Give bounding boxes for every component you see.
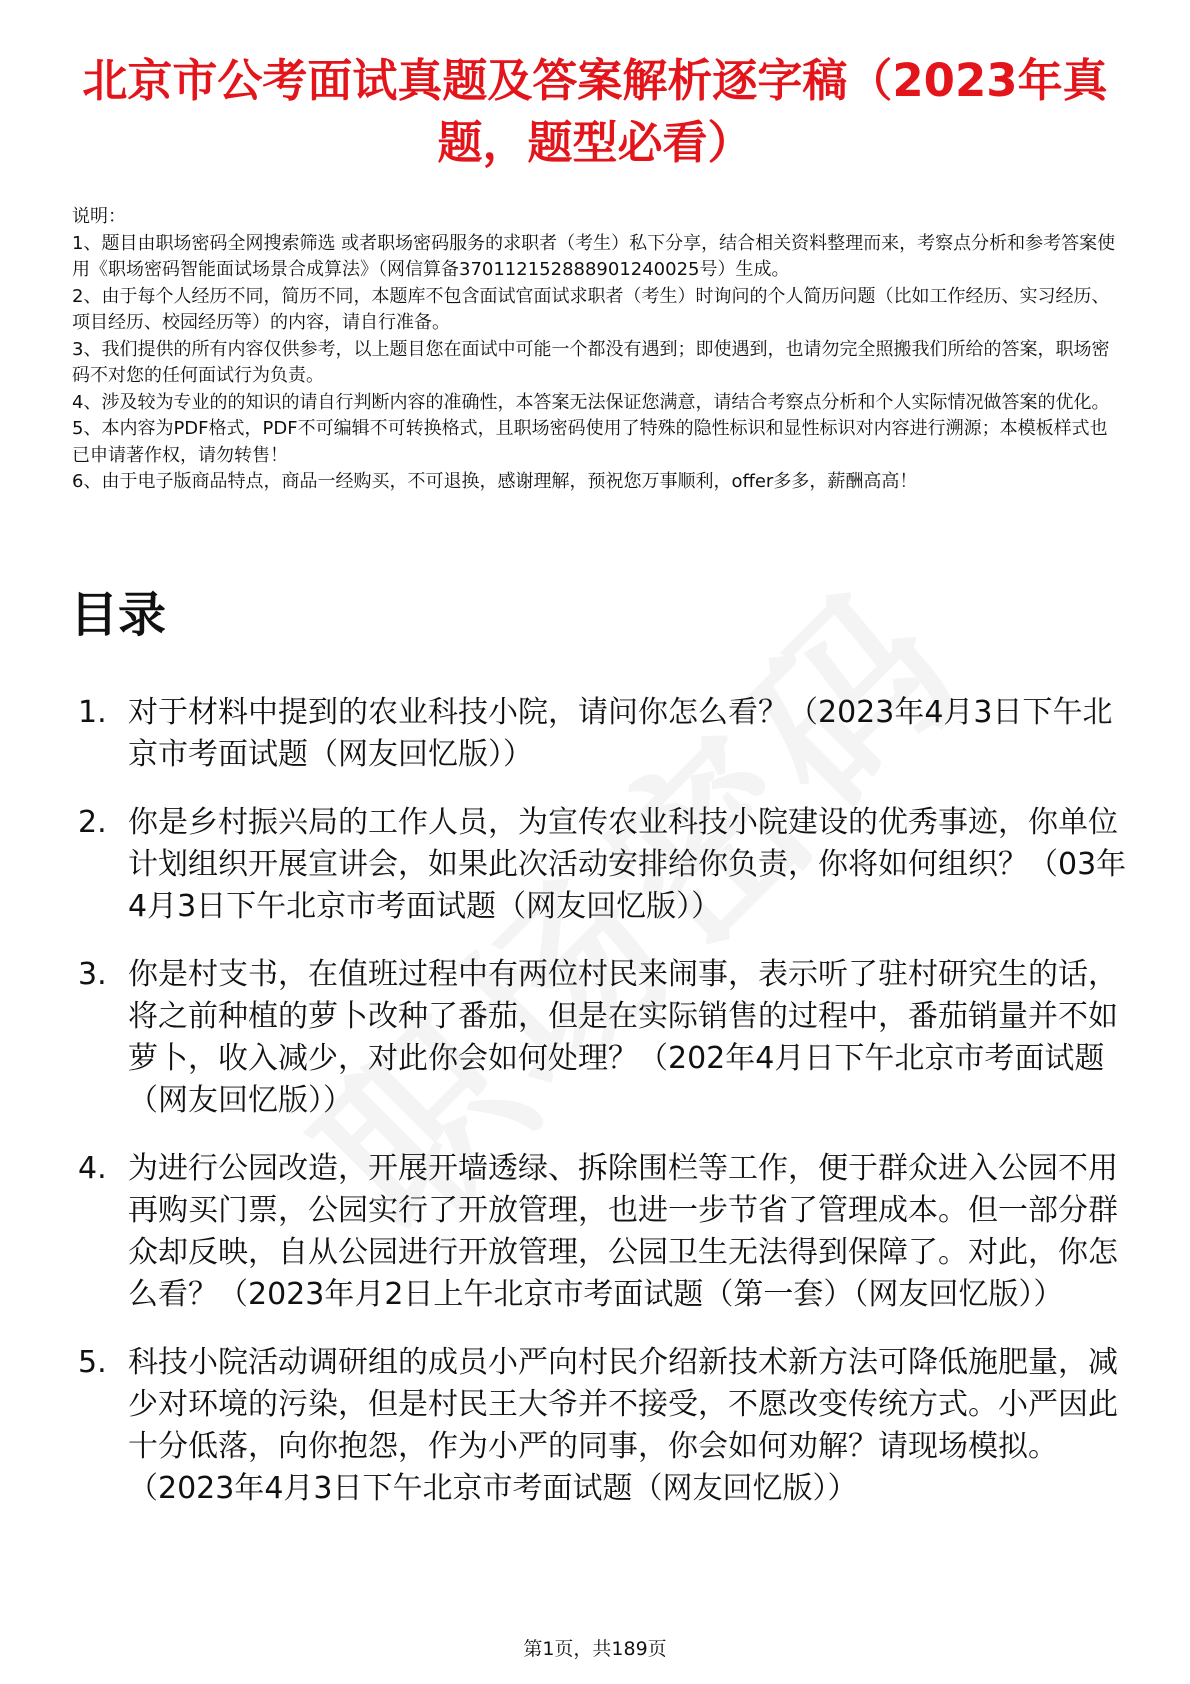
toc-list [78,692,1138,1536]
document-title: 北京市公考面试真题及答案解析逐字稿（2023年真题，题型必看） [82,54,1108,169]
toc-item-number: 4. [78,1151,107,1186]
toc-item-text[interactable]: 你是村支书，在值班过程中有两位村民来闹事，表示听了驻村研究生的话，将之前种植的萝卜改种了番茄，但是在实际销售的过程中，番茄销量并不如萝卜，收入减少，对此你会如何处理？（202年4月日下午北京市考面试题（网友回忆版）） [128,957,1118,1118]
toc-item-number: 2. [78,805,107,840]
toc-item[interactable] [78,802,1138,928]
toc-item-number: 3. [78,957,107,992]
note-item: 4、涉及较为专业的的知识的请自行判断内容的准确性，本答案无法保证您满意，请结合考察点分析和个人实际情况做答案的优化。 [72,391,1110,413]
toc-item[interactable] [78,1342,1138,1510]
toc-item-text[interactable]: 对于材料中提到的农业科技小院，请问你怎么看？（2023年4月3日下午北京市考面试题（网友回忆版）） [128,695,1113,772]
toc-item-text[interactable]: 科技小院活动调研组的成员小严向村民介绍新技术新方法可降低施肥量，减少对环境的污染，但是村民王大爷并不接受，不愿改变传统方式。小严因此十分低落，向你抱怨，作为小严的同事，你会如何劝解？请现场模拟。（2023年4月3日下午北京市考面试题（网友回忆版）） [128,1345,1118,1506]
toc-item[interactable] [78,954,1138,1122]
note-item: 1、题目由职场密码全网搜索筛选 或者职场密码服务的求职者（考生）私下分享，结合相关资料整理而来，考察点分析和参考答案使用《职场密码智能面试场景合成算法》（网信算备370112152888901240025号）生成。 [72,232,1116,280]
toc-item[interactable] [78,1148,1138,1316]
toc-heading: 目录 [70,587,167,643]
page-number: 第1页，共189页 [523,1638,667,1660]
toc-item[interactable] [78,692,1138,776]
note-item: 5、本内容为PDF格式，PDF不可编辑不可转换格式，且职场密码使用了特殊的隐性标识和显性标识对内容进行溯源；本模板样式也已申请著作权，请勿转售！ [72,418,1108,466]
note-item: 2、由于每个人经历不同，简历不同，本题库不包含面试官面试求职者（考生）时询问的个人简历问题（比如工作经历、实习经历、项目经历、校园经历等）的内容，请自行准备。 [72,285,1110,333]
note-item: 6、由于电子版商品特点，商品一经购买，不可退换，感谢理解，预祝您万事顺利，offer多多，薪酬高高！ [72,471,918,492]
toc-item-text[interactable]: 你是乡村振兴局的工作人员，为宣传农业科技小院建设的优秀事迹，你单位计划组织开展宣讲会，如果此次活动安排给你负责，你将如何组织？（03年4月3日下午北京市考面试题（网友回忆版）） [128,805,1127,924]
toc-item-number: 1. [78,695,107,730]
note-item: 3、我们提供的所有内容仅供参考，以上题目您在面试中可能一个都没有遇到；即使遇到，也请勿完全照搬我们所给的答案，职场密码不对您的任何面试行为负责。 [72,338,1110,386]
notes-heading: 说明： [72,206,126,227]
toc-item-text[interactable]: 为进行公园改造，开展开墙透绿、拆除围栏等工作，便于群众进入公园不用再购买门票，公园实行了开放管理，也进一步节省了管理成本。但一部分群众却反映，自从公园进行开放管理，公园卫生无法得到保障了。对此，你怎么看？（2023年月2日上午北京市考面试题（第一套）（网友回忆版）） [128,1151,1118,1312]
toc-item-number: 5. [78,1345,107,1380]
notes-section [72,204,1122,496]
